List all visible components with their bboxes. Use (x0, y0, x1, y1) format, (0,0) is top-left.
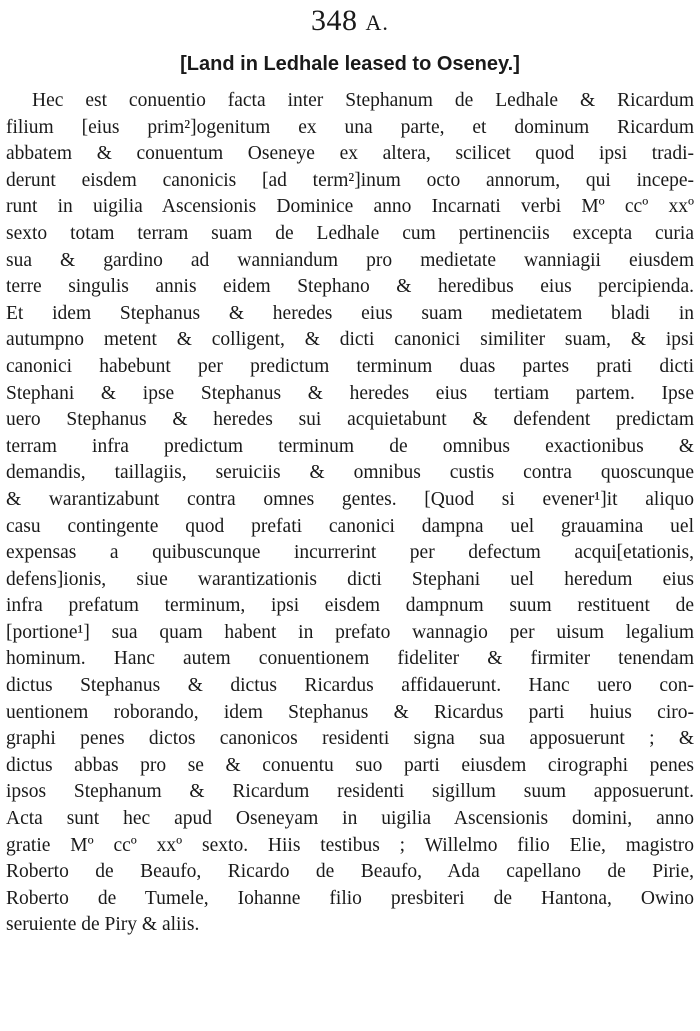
text-line: uentionem roborando, idem Stephanus & Ricardus parti huius ciro- (6, 701, 694, 723)
text-line: seruiente de Piry & aliis. (6, 914, 200, 936)
charter-heading: [Land in Ledhale leased to Oseney.] (180, 53, 520, 75)
text-line: casu contingente quod prefati canonici dampna uel grauamina uel (6, 515, 694, 537)
text-line: ipsos Stephanum & Ricardum residenti sigillum suum apposuerunt. (6, 781, 694, 803)
text-line: uero Stephanus & heredes sui acquietabunt & defendent predictam (6, 409, 694, 431)
text-line: terram infra predictum terminum de omnibus exactionibus & (6, 435, 694, 457)
text-line: Roberto de Beaufo, Ricardo de Beaufo, Ada capellano de Pirie, (6, 861, 694, 883)
text-line: canonici habebunt per predictum terminum duas partes prati dicti (6, 355, 694, 377)
text-line: filium [eius prim²]ogenitum ex una parte, et dominum Ricardum (6, 116, 694, 138)
text-line: derunt eisdem canonicis [ad term²]inum octo annorum, qui incepe- (6, 169, 694, 191)
charter-body (6, 88, 694, 939)
text-line: dictus abbas pro se & conuentu suo parti eiusdem cirographi penes (6, 754, 694, 776)
text-line: dictus Stephanus & dictus Ricardus affidauerunt. Hanc uero con- (6, 675, 694, 697)
text-line: Stephani & ipse Stephanus & heredes eius tertiam partem. Ipse (6, 382, 694, 404)
text-line: autumpno metent & colligent, & dicti canonici similiter suam, & ipsi (6, 329, 694, 351)
charter-number-value: 348 (311, 4, 358, 37)
text-line: gratie Mº ccº xxº sexto. Hiis testibus ; Willelmo filio Elie, magistro (6, 834, 694, 856)
text-line: Acta sunt hec apud Oseneyam in uigilia Ascensionis domini, anno (6, 808, 694, 830)
text-line: demandis, taillagiis, seruiciis & omnibus custis contra quoscunque (6, 462, 694, 484)
text-line: abbatem & conuentum Oseneye ex altera, scilicet quod ipsi tradi- (6, 143, 694, 165)
text-line: Hec est conuentio facta inter Stephanum de Ledhale & Ricardum (32, 90, 694, 111)
charter-number-suffix: A. (365, 10, 389, 35)
text-line: expensas a quibuscunque incurrerint per defectum acqui[etationis, (6, 542, 694, 564)
text-line: runt in uigilia Ascensionis Dominice anno Incarnati verbi Mº ccº xxº (6, 196, 694, 218)
charter-number (0, 2, 700, 42)
text-line: Et idem Stephanus & heredes eius suam medietatem bladi in (6, 302, 694, 324)
text-line: graphi penes dictos canonicos residenti signa sua apposuerunt ; & (6, 728, 694, 750)
text-line: sexto totam terram suam de Ledhale cum pertinenciis excepta curia (6, 222, 694, 244)
text-line: defens]ionis, siue warantizationis dicti Stephani uel heredum eius (6, 568, 694, 590)
text-line: Roberto de Tumele, Iohanne filio presbiteri de Hantona, Owino (6, 887, 694, 909)
text-line: sua & gardino ad wanniandum pro medietate wanniagii eiusdem (6, 249, 694, 271)
text-line: terre singulis annis eidem Stephano & heredibus eius percipienda. (6, 276, 694, 298)
text-line: infra prefatum terminum, ipsi eisdem dampnum suum restituent de (6, 595, 694, 617)
text-line: hominum. Hanc autem conuentionem fideliter & firmiter tenendam (6, 648, 694, 670)
text-line: & warantizabunt contra omnes gentes. [Quod si evener¹]it aliquo (6, 488, 694, 510)
text-line: [portione¹] sua quam habent in prefato wannagio per uisum legalium (6, 621, 694, 643)
